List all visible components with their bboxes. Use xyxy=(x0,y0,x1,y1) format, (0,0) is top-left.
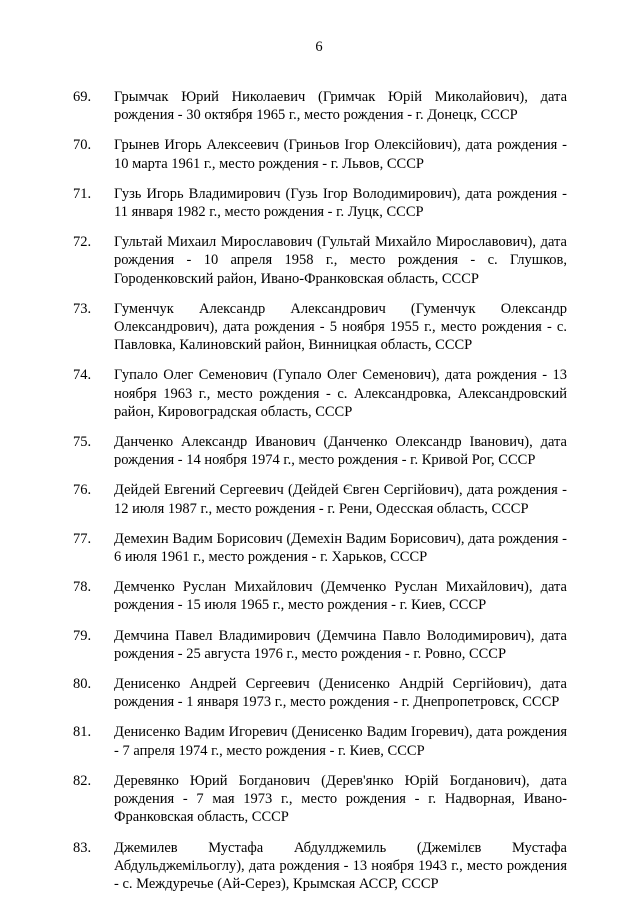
list-item xyxy=(73,233,567,288)
entry-text: Демченко Руслан Михайлович (Демченко Руслан Михайлович), дата рождения - 15 июля 1965 г., место рождения - г. Киев, СССР xyxy=(114,579,567,614)
entry-number: 75. xyxy=(73,434,92,451)
entry-text: Гультай Михаил Мирославович (Гультай Михайло Мирославович), дата рождения - 10 апреля 1958 г., место рождения - с. Глушков, Городенковский район, Ивано-Франковская область, СССР xyxy=(114,234,567,287)
entry-text: Данченко Александр Иванович (Данченко Олександр Іванович), дата рождения - 14 ноября 1974 г., место рождения - г. Кривой Рог, СССР xyxy=(114,434,567,469)
list-item xyxy=(73,578,567,614)
list-item xyxy=(73,772,567,827)
list-item xyxy=(73,433,567,469)
entry-number: 70. xyxy=(73,137,92,154)
entry-text: Гузь Игорь Владимирович (Гузь Ігор Володимирович), дата рождения - 11 января 1982 г., место рождения - г. Луцк, СССР xyxy=(114,185,567,221)
entry-list xyxy=(73,88,567,905)
entry-number: 81. xyxy=(73,724,92,741)
entry-text: Денисенко Андрей Сергеевич (Денисенко Андрій Сергійович), дата рождения - 1 января 1973 г., место рождения - г. Днепропетровск, СССР xyxy=(114,676,567,711)
entry-number: 69. xyxy=(73,89,92,105)
list-item xyxy=(73,136,567,172)
entry-text: Демехин Вадим Борисович (Демехін Вадим Борисович), дата рождения - 6 июля 1961 г., место рождения - г. Харьков, СССР xyxy=(114,530,567,566)
entry-number: 77. xyxy=(73,530,92,547)
entry-text: Грымчак Юрий Николаевич (Гримчак Юрій Миколайович), дата рождения - 30 октября 1965 г., место рождения - г. Донецк, СССР xyxy=(114,89,567,124)
list-item xyxy=(73,839,567,894)
entry-text: Демчина Павел Владимирович (Демчина Павло Володимирович), дата рождения - 25 августа 1976 г., место рождения - г. Ровно, СССР xyxy=(114,627,567,662)
entry-text: Деревянко Юрий Богданович (Дерев'янко Юрій Богданович), дата рождения - 7 мая 1973 г., место рождения - г. Надворная, Ивано-Франковская область, СССР xyxy=(114,772,567,826)
entry-number: 82. xyxy=(73,772,92,789)
page-number: 6 xyxy=(315,39,323,55)
list-item xyxy=(73,88,567,124)
entry-text: Джемилев Мустафа Абдулджемиль (Джемілєв Мустафа Абдульджемільоглу), дата рождения - 13 ноября 1943 г., место рождения - с. Междуречье (Ай-Серез), Крымская АССР, СССР xyxy=(114,839,567,892)
list-item xyxy=(73,481,567,517)
entry-number: 71. xyxy=(73,185,92,202)
list-item xyxy=(73,300,567,355)
entry-text: Гупало Олег Семенович (Гупало Олег Семенович), дата рождения - 13 ноября 1963 г., место рождения - с. Александровка, Александровский район, Кировоградская область, СССР xyxy=(114,367,567,420)
entry-text: Грынев Игорь Алексеевич (Гриньов Ігор Олексійович), дата рождения - 10 марта 1961 г., место рождения - г. Львов, СССР xyxy=(114,137,567,172)
entry-number: 72. xyxy=(73,234,92,251)
list-item xyxy=(73,627,567,663)
entry-number: 78. xyxy=(73,579,92,596)
entry-number: 79. xyxy=(73,627,92,644)
list-item xyxy=(73,366,567,421)
list-item xyxy=(73,675,567,711)
entry-text: Гуменчук Александр Александрович (Гуменчук Олександр Олександрович), дата рождения - 5 ноября 1955 г., место рождения - с. Павловка, Калиновский район, Винницкая область, СССР xyxy=(114,300,567,354)
list-item xyxy=(73,723,567,759)
entry-number: 73. xyxy=(73,300,92,317)
entry-number: 76. xyxy=(73,482,92,499)
entry-number: 74. xyxy=(73,367,92,384)
list-item xyxy=(73,530,567,566)
entry-text: Дейдей Евгений Сергеевич (Дейдей Євген Сергійович), дата рождения - 12 июля 1987 г., место рождения - г. Рени, Одесская область, СССР xyxy=(114,482,567,517)
list-item xyxy=(73,185,567,221)
entry-number: 80. xyxy=(73,676,92,693)
entry-number: 83. xyxy=(73,839,92,856)
entry-text: Денисенко Вадим Игоревич (Денисенко Вадим Ігоревич), дата рождения - 7 апреля 1974 г., место рождения - г. Киев, СССР xyxy=(114,724,567,759)
